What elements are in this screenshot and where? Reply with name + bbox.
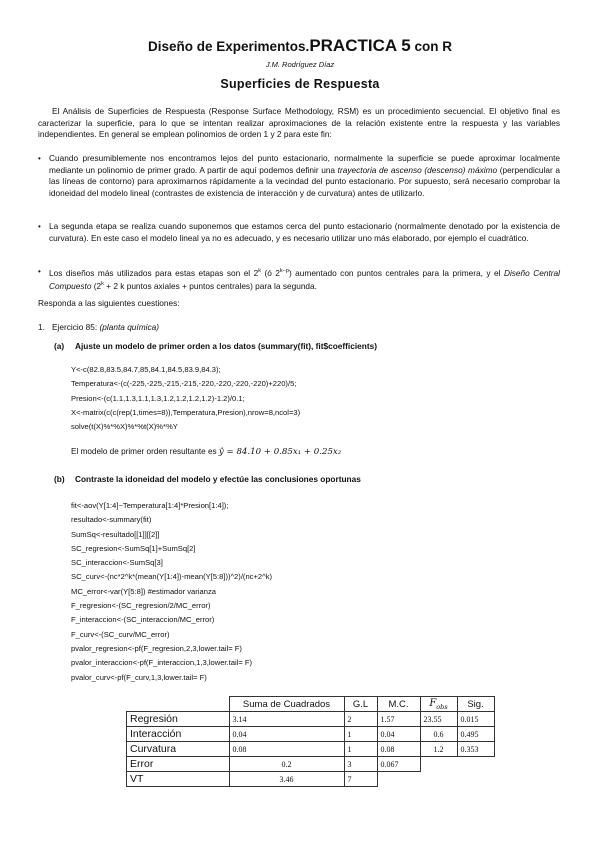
model-result: El modelo de primer orden resultante es ŷ = 84.10 + 0.85x₁ + 0.25x₂ bbox=[71, 447, 342, 457]
intro-paragraph: El Análisis de Superficies de Respuesta (Response Surface Methodology, RSM) es un procedimiento secuencial. El objetivo final es caracterizar la superficie, para lo que se intentan realizar aproximaciones de la relación existente entre la respuesta y las variables independientes. En general se emplean polinomios de orden 1 y 2 para este fin: bbox=[38, 106, 560, 140]
header-sum-squares: Suma de Cuadrados bbox=[229, 697, 344, 712]
code-line: SC_curv<-(nc*2^k*(mean(Y[1:4])-mean(Y[5:8]))^2)/(nc+2^k) bbox=[71, 572, 273, 582]
code-line: fit<-aov(Y[1:4]~Temperatura[1:4]*Presion[1:4]); bbox=[71, 501, 229, 510]
code-line: Presion<-(c(1.1,1.3,1.1,1.3,1.2,1.2,1.2,1.2)-1.2)/0.1; bbox=[71, 393, 245, 403]
table-row: Interacción 0.04 1 0.04 0.6 0.495 bbox=[127, 727, 495, 742]
code-line: pvalor_regresion<-pf(F_regresion,2,3,lower.tail= F) bbox=[71, 643, 242, 653]
header-f-obs: $F_{obs}$ bbox=[420, 697, 457, 712]
code-block-b bbox=[71, 499, 272, 685]
header-sig: Sig. bbox=[457, 697, 494, 712]
section-title: Superficies de Respuesta bbox=[220, 77, 380, 91]
code-line: pvalor_interaccion<-pf(F_interaccion,1,3,lower.tail= F) bbox=[71, 658, 253, 668]
code-line: F_regresion<-(SC_regresion/2/MC_error) bbox=[71, 601, 211, 611]
code-line: Y<-c(82.8,83.5,84.7,85,84.1,84.5,83.9,84.3); bbox=[71, 365, 221, 374]
code-line: Temperatura<-(c(-225,-225,-215,-215,-220,-220,-220,-220)+220)/5; bbox=[71, 379, 297, 389]
table-header-row bbox=[127, 697, 495, 712]
header-mean-square: M.C. bbox=[377, 697, 420, 712]
table-row: Curvatura 0.08 1 0.08 1.2 0.353 bbox=[127, 742, 495, 757]
code-line: pvalor_curv<-pf(F_curv,1,3,lower.tail= F) bbox=[71, 672, 207, 682]
bullet-item-second-order: • La segunda etapa se realiza cuando suponemos que estamos cerca del punto estacionario (normalmente denotado por la existencia de curvatura). En este caso el modelo lineal ya no es adecuado, y es necesario utilizar uno más elaborado, por ejemplo el cuadrático. bbox=[49, 221, 560, 244]
header-df: G.L bbox=[344, 697, 377, 712]
code-line: X<-matrix(c(c(rep(1,times=8)),Temperatura,Presion),nrow=8,ncol=3) bbox=[71, 407, 301, 417]
code-block-a bbox=[71, 363, 300, 434]
code-line: F_curv<-(SC_curv/MC_error) bbox=[71, 629, 170, 639]
document-title: Diseño de Experimentos.PRACTICA 5 con R bbox=[148, 36, 452, 55]
code-line: F_interaccion<-(SC_interaccion/MC_error) bbox=[71, 615, 215, 625]
part-b-heading: (b) Contraste la idoneidad del modelo y efectúe las conclusiones oportunas bbox=[54, 474, 361, 484]
exercise-heading: 1. Ejercicio 85: (planta química) bbox=[38, 322, 160, 332]
questions-intro: Responda a las siguientes cuestiones: bbox=[38, 298, 180, 308]
author: J.M. Rodríguez Díaz bbox=[265, 60, 335, 69]
code-line: SumSq<-resultado[[1]][[2]] bbox=[71, 529, 160, 539]
anova-table bbox=[126, 696, 495, 787]
code-line: MC_error<-var(Y[5:8]) #estimador varianza bbox=[71, 586, 216, 596]
table-row: Regresión 3.14 2 1.57 23.55 0.015 bbox=[127, 712, 495, 727]
model-formula: ŷ = 84.10 + 0.85x₁ + 0.25x₂ bbox=[218, 447, 342, 457]
code-line: SC_regresion<-SumSq[1]+SumSq[2] bbox=[71, 543, 196, 553]
table-row: VT 3.46 7 bbox=[127, 772, 495, 787]
code-line: resultado<-summary(fit) bbox=[71, 515, 152, 525]
part-a-heading: (a) Ajuste un modelo de primer orden a los datos (summary(fit), fit$coefficients) bbox=[54, 341, 377, 351]
table-row: Error 0.2 3 0.067 bbox=[127, 757, 495, 772]
code-line: SC_interaccion<-SumSq[3] bbox=[71, 558, 163, 568]
bullet-item-designs: • Los diseños más utilizados para estas etapas son el 2$^k$ (ó $2^{k-p}$) aumentado con puntos centrales para la primera, y el Diseño Central Compuesto ($2^k + 2$ k puntos axiales + puntos centrales) para la segunda. bbox=[49, 266, 560, 293]
bullet-item-first-order: • Cuando presumiblemente nos encontramos lejos del punto estacionario, normalmente la superficie se puede aproximar localmente mediante un polinomio de primer grado. A partir de aquí podemos definir una trayectoria de ascenso (descenso) máximo (perpendicular a las líneas de contorno) para aproximarnos rápidamente a la vecindad del punto estacionario. Por supuesto, será necesario comprobar la idoneidad del modelo lineal (contrastes de existencia de interacción y de curvatura) antes de utilizarlo. bbox=[49, 153, 560, 199]
code-line: solve(t(X)%*%X)%*%t(X)%*%Y bbox=[71, 422, 178, 432]
